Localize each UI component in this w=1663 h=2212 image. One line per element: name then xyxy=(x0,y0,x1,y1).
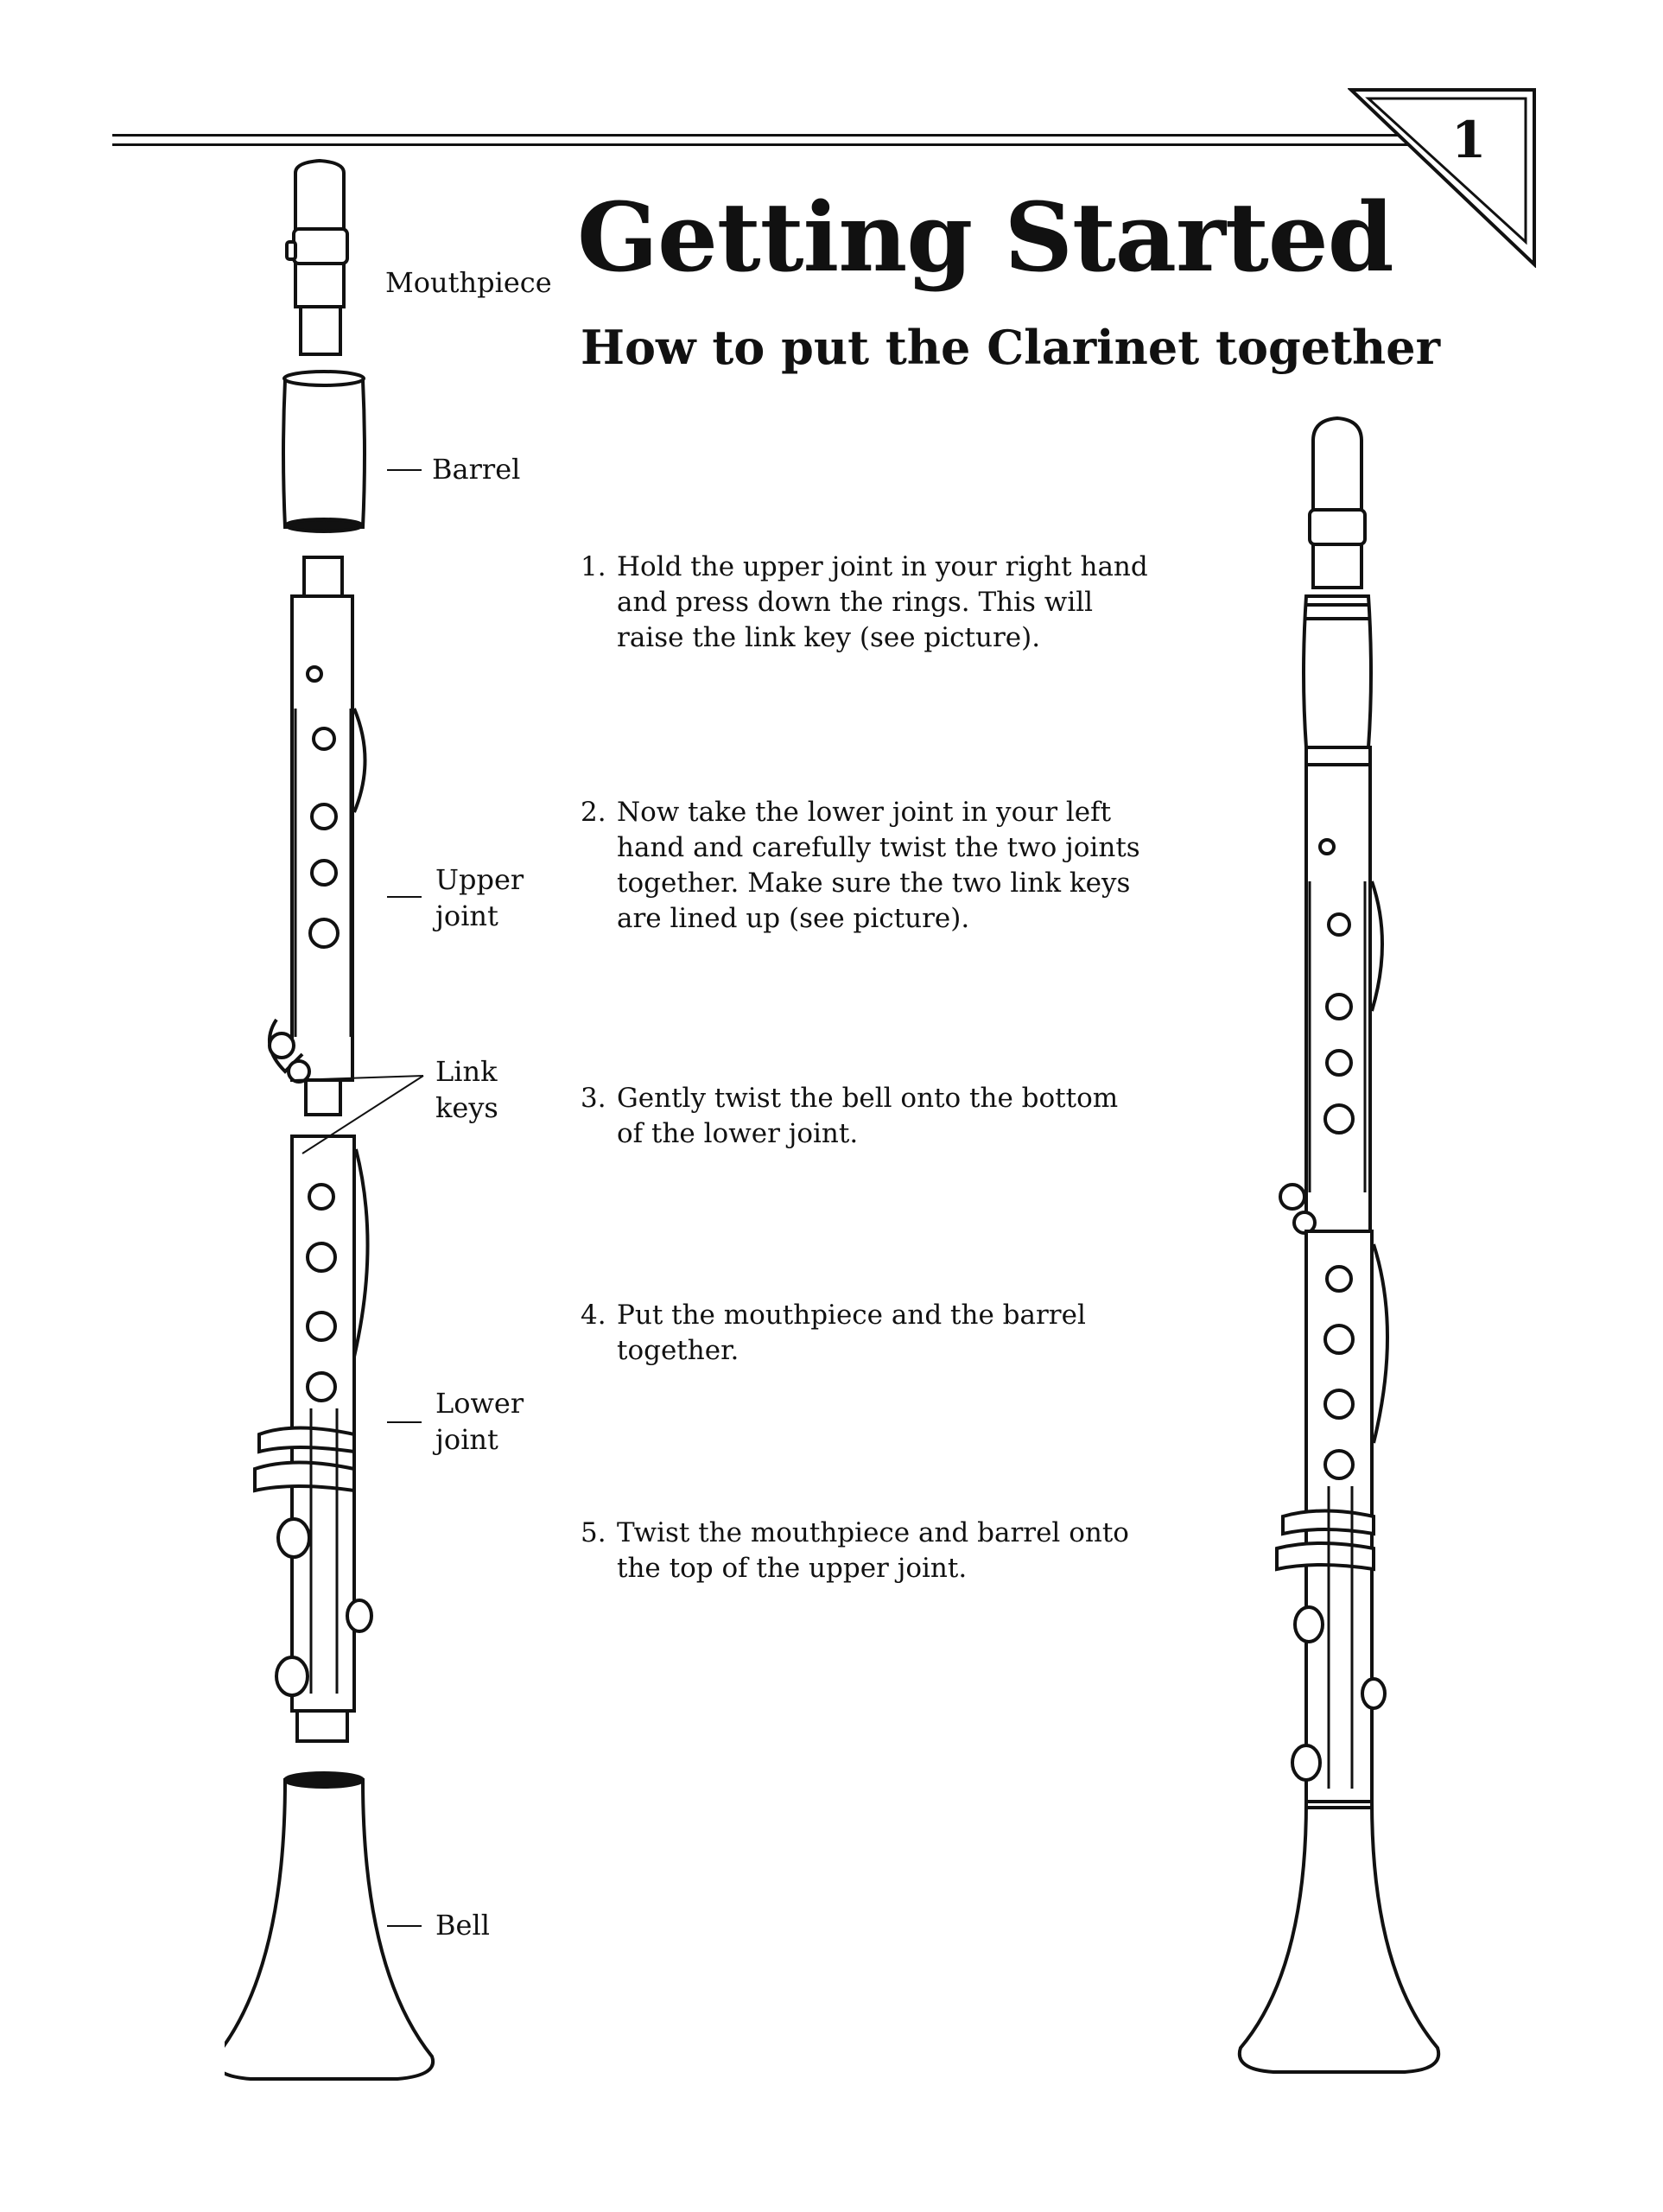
upper-joint-part xyxy=(270,557,365,1115)
page-title: Getting Started xyxy=(577,181,1393,293)
step-text-line: hand and carefully twist the two joints xyxy=(617,832,1140,863)
label-barrel: Barrel xyxy=(432,453,521,486)
label-lower-joint-line1: Lower xyxy=(435,1387,524,1420)
label-upper-joint-line1: Upper xyxy=(435,863,524,896)
step-4 xyxy=(581,1298,1168,1369)
label-upper-joint-line2: joint xyxy=(435,899,498,932)
label-link-keys-line1: Link xyxy=(435,1055,498,1088)
step-2 xyxy=(581,795,1168,937)
assembled-clarinet-illustration xyxy=(1209,415,1451,2091)
page-number: 1 xyxy=(1451,111,1487,169)
step-number: 2. xyxy=(581,797,606,828)
leader-upper-joint xyxy=(387,896,422,898)
label-lower-joint-line2: joint xyxy=(435,1423,498,1456)
page-subtitle: How to put the Clarinet together xyxy=(581,320,1441,375)
header-rule xyxy=(112,134,1408,146)
step-1 xyxy=(581,550,1168,656)
step-text-line: are lined up (see picture). xyxy=(617,903,970,934)
leader-lower-joint xyxy=(387,1421,422,1423)
label-mouthpiece: Mouthpiece xyxy=(385,266,552,299)
step-text-line: together. xyxy=(617,1335,739,1366)
step-number: 3. xyxy=(581,1083,606,1114)
step-text-line: Twist the mouthpiece and barrel onto xyxy=(617,1517,1129,1548)
step-text-line: Now take the lower joint in your left xyxy=(617,797,1112,828)
step-text-line: of the lower joint. xyxy=(617,1118,859,1149)
step-number: 5. xyxy=(581,1517,606,1548)
step-5 xyxy=(581,1516,1168,1586)
leader-bell xyxy=(387,1925,422,1927)
barrel-part xyxy=(283,372,365,531)
step-text-line: raise the link key (see picture). xyxy=(617,622,1041,653)
step-number: 1. xyxy=(581,551,606,582)
step-text-line: Gently twist the bell onto the bottom xyxy=(617,1083,1119,1114)
step-text-line: together. Make sure the two link keys xyxy=(617,868,1131,899)
label-bell: Bell xyxy=(435,1909,490,1942)
step-text-line: the top of the upper joint. xyxy=(617,1553,968,1584)
lower-joint-part xyxy=(255,1136,371,1741)
mouthpiece-part xyxy=(287,161,347,354)
step-text-line: Hold the upper joint in your right hand xyxy=(617,551,1148,582)
step-text-line: and press down the rings. This will xyxy=(617,587,1094,618)
label-link-keys-line2: keys xyxy=(435,1091,498,1124)
leader-link-keys xyxy=(285,1071,432,1166)
step-number: 4. xyxy=(581,1300,606,1331)
step-text-line: Put the mouthpiece and the barrel xyxy=(617,1300,1086,1331)
leader-barrel xyxy=(387,469,422,471)
step-3 xyxy=(581,1081,1168,1152)
